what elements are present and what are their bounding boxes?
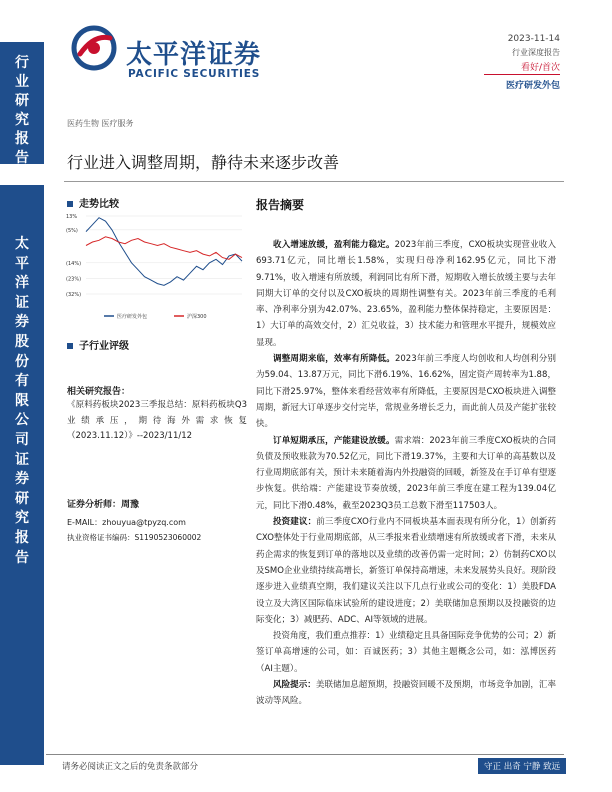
research-team: 医疗研发外包 (505, 81, 560, 91)
summary-paragraph (256, 677, 556, 710)
summary-heading: 报告摘要 (256, 198, 305, 212)
summary-paragraph-lead: 风险提示： (273, 680, 316, 691)
report-date: 2023-11-14 (507, 34, 560, 44)
footer-disclaimer: 请务必阅读正文之后的免责条款部分 (62, 762, 199, 772)
summary-paragraph-text: 美联储加息超预期，投融资回暖不及预期，市场竞争加剧，汇率波动等风险。 (256, 680, 556, 707)
analyst-email[interactable]: E-MAIL：zhouyua@tpyzq.com (67, 518, 186, 527)
y-tick-label: (32%) (66, 292, 82, 298)
sidebar-top-text: 行业研究报告 (15, 55, 29, 166)
summary-paragraph (256, 237, 556, 351)
summary-body (256, 237, 556, 710)
y-tick-label: (14%) (66, 260, 82, 267)
legend-label: 医疗研发外包 (117, 314, 148, 320)
logo-text-en: PACIFIC SECURITIES (128, 68, 261, 80)
pacific-securities-logo-icon (70, 24, 118, 72)
summary-paragraph (256, 514, 556, 628)
summary-paragraph (256, 351, 556, 432)
report-type: 行业深度报告 (512, 48, 560, 57)
sidebar-bottom-band (0, 185, 44, 765)
industry-tags: 医药生物 医疗服务 (67, 119, 134, 128)
trend-heading-label: 走势比较 (79, 199, 119, 210)
summary-paragraph (256, 433, 556, 514)
series-line (86, 237, 242, 259)
analyst-name: 证券分析师：周豫 (67, 500, 140, 510)
industry-rating: 看好/首次 (520, 63, 560, 73)
related-reports-title: 相关研究报告： (67, 387, 131, 397)
related-report-link[interactable]: 《原料药板块2023三季报总结：原料药板块Q3业绩承压，期待海外需求恢复（2023.11.12）》--2023/11/12 (67, 400, 247, 441)
report-title: 行业进入调整周期，静待未来逐步改善 (67, 153, 340, 172)
analyst-cert: 执业资格证书编码：S1190523060002 (67, 533, 202, 542)
footer-divider (46, 754, 564, 755)
summary-paragraph-text: 2023年前三季度，CXO板块实现营业收入693.71亿元，同比增长1.58%，实现归母净利162.95亿元，同比下滑9.71%，收入增速有所放缓，利润同比有所下滑，短期收入增长放缓主要与去年同期大订单的交付以及CXO板块的周期性调整有关。2023年前三季度的毛利率、净利率分别为42.07%、23.65%，盈利能力整体保持稳定，主要原因是：1）大订单的高效交付，2）汇兑收益，3）技术能力和管理水平提升，规模效应显现。 (256, 240, 556, 348)
summary-paragraph-text: 需求端：2023年前三季度CXO板块的合同负债及预收账款为70.52亿元，同比下滑19.37%，主要和大订单的高基数以及行业周期底部有关，预计未来随着海内外投融资的回暖，新签及在手订单有望逐步恢复。供给端：产能建设节奏放缓，2023年前三季度在建工程为139.04亿元，同比下滑0.48%，截至2023Q3员工总数下滑至117503人。 (256, 435, 556, 511)
summary-paragraph-lead: 投资建议： (273, 517, 317, 528)
summary-paragraph-text: 2023年前三季度人均创收和人均创利分别为59.04、13.87万元，同比下滑6.19%、16.62%，固定资产周转率为1.88，同比下滑25.97%，整体来看经营效率有所降低，主要原因是CXO板块进入调整周期，新冠大订单逐步交付完毕，常规业务增长乏力，而此前人员及产能扩张较快。 (256, 354, 556, 430)
y-tick-label: 13% (66, 214, 78, 220)
summary-paragraph (256, 628, 556, 677)
title-divider (64, 181, 564, 182)
legend-label: 沪深300 (187, 314, 207, 320)
y-tick-label: (23%) (66, 276, 82, 283)
square-bullet-icon (67, 343, 73, 349)
summary-paragraph-text: 前三季度CXO行业内不同板块基本面表现有所分化，1）创新药CXO整体处于行业周期底部，从三季报来看业绩增速有所放缓或者下滑，未来从药企需求的恢复到订单的落地以及业绩的改善仍需一定时间；2）仿制药CXO以及SMO企业业绩持续高增长，新签订单保持高增速，未来发展势头良好。现阶段逐步进入业绩真空期，我们建议关注以下几点行业或公司的变化：1）美股FDA设立及大湾区国际临床试验所的建设进度；2）美联储加息预期以及投融资的边际变化；3）减肥药、ADC、AI等领域的进展。 (256, 517, 556, 625)
logo-text-cn: 太平洋证券 (126, 40, 262, 70)
header-divider (484, 74, 560, 75)
sidebar-top-band (0, 42, 44, 164)
sidebar-bottom-text: 太平洋证券股份有限公司证券研究报告 (15, 236, 29, 566)
trend-heading (67, 195, 119, 210)
square-bullet-icon (67, 201, 73, 207)
y-tick-label: (5%) (66, 227, 78, 234)
trend-chart (64, 210, 246, 326)
footer-motto: 守正 出奇 宁静 致远 (478, 758, 566, 774)
series-line (86, 218, 242, 286)
summary-paragraph-lead: 调整周期来临，效率有所降低。 (273, 354, 395, 365)
summary-paragraph-lead: 订单短期承压，产能建设放缓。 (273, 435, 395, 446)
summary-paragraph-lead: 收入增速放缓，盈利能力稳定。 (273, 240, 395, 250)
sub-industry-rating-label: 子行业评级 (79, 341, 129, 352)
sub-industry-rating-heading (67, 337, 129, 352)
summary-paragraph-text: 投资角度，我们重点推荐：1）业绩稳定且具备国际竞争优势的公司；2）新签订单高增速的公司，如：百诚医药；3）其他主题概念公司，如：泓博医药（AI主题）。 (256, 631, 556, 674)
